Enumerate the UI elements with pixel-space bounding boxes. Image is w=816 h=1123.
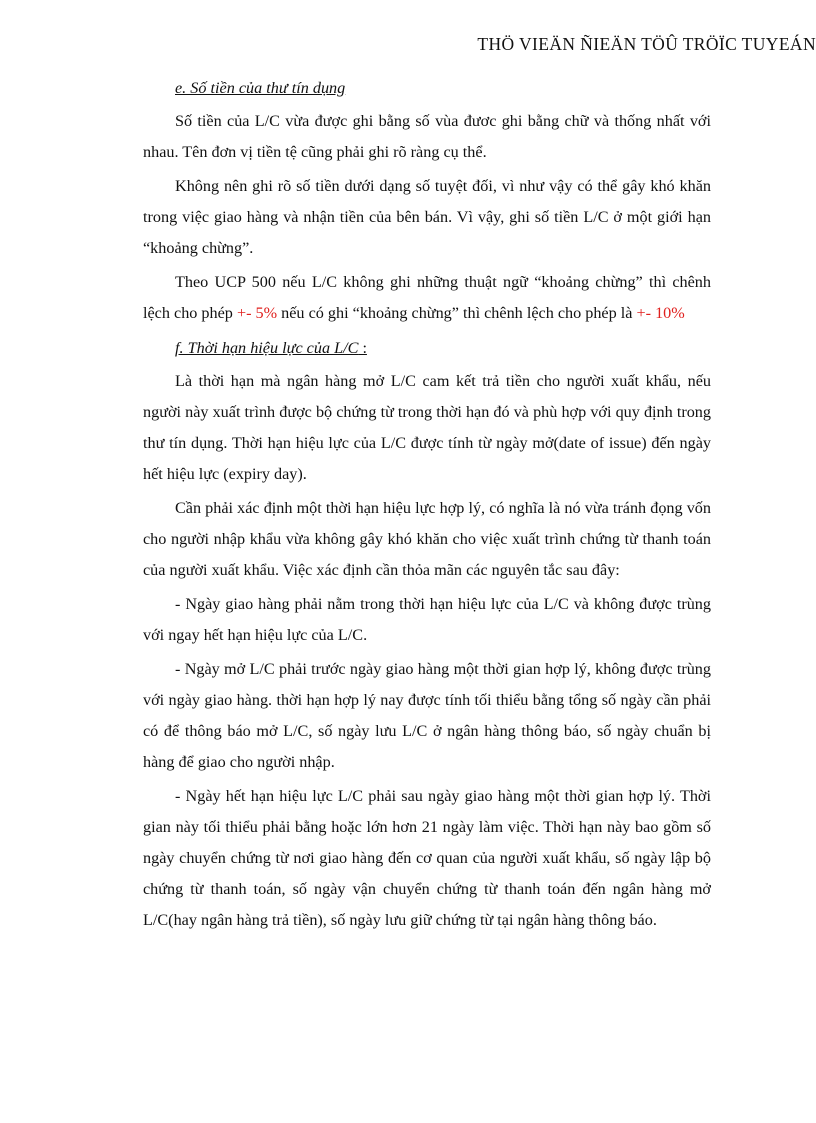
paragraph: - Ngày giao hàng phải nằm trong thời hạn hiệu lực của L/C và không được trùng với ngay hết hạn hiệu lực của L/C.: [143, 595, 711, 644]
heading-suffix: :: [358, 339, 367, 357]
paragraph-ucp: [143, 267, 711, 329]
document-body: [143, 73, 711, 936]
ucp-text-2: nếu có ghi “khoảng chừng” thì chênh lệch cho phép là: [277, 304, 637, 322]
paragraph: Là thời hạn mà ngân hàng mở L/C cam kết trả tiền cho người xuất khẩu, nếu người này xuất trình được bộ chứng từ trong thời hạn đó và phù hợp với quy định trong thư tín dụng. Thời hạn hiệu lực của L/C được tính từ ngày mở(date of issue) đến ngày hết hiệu lực (expiry day).: [143, 372, 711, 483]
section-heading-validity: [143, 333, 711, 363]
section-heading-amount: e. Số tiền của thư tín dụng: [175, 79, 346, 97]
paragraph: Không nên ghi rõ số tiền dưới dạng số tuyệt đối, vì như vậy có thể gây khó khăn trong việc giao hàng và nhận tiền của bên bán. Vì vậy, ghi số tiền L/C ở một giới hạn “khoảng chừng”.: [143, 177, 711, 257]
paragraph: - Ngày mở L/C phải trước ngày giao hàng một thời gian hợp lý, không được trùng với ngày giao hàng. thời hạn hợp lý nay được tính tối thiểu bằng tổng số ngày cần phải có để thông báo mở L/C, số ngày lưu L/C ở ngân hàng thông báo, số ngày chuẩn bị hàng để giao cho người nhập.: [143, 660, 711, 771]
tolerance-10-percent: +- 10%: [636, 304, 685, 322]
ucp-text-1: Theo UCP 500 nếu L/C không ghi những thuật ngữ “khoảng chừng” thì chênh lệch cho phép: [143, 273, 711, 322]
tolerance-5-percent: +- 5%: [236, 304, 278, 322]
page-header: THÖ VIEÄN ÑIEÄN TÖÛ TRÖÏC TUYEÁN: [477, 34, 816, 54]
heading-text: f. Thời hạn hiệu lực của L/C: [175, 339, 359, 357]
paragraph: - Ngày hết hạn hiệu lực L/C phải sau ngày giao hàng một thời gian hợp lý. Thời gian này tối thiểu phải bằng hoặc lớn hơn 21 ngày làm việc. Thời hạn này bao gồm số ngày chuyển chứng từ nơi giao hàng đến cơ quan của người xuất khẩu, số ngày lập bộ chứng từ thanh toán, số ngày vận chuyển chứng từ thanh toán đến ngân hàng mở L/C(hay ngân hàng trả tiền), số ngày lưu giữ chứng từ tại ngân hàng thông báo.: [143, 787, 711, 929]
paragraph: Số tiền của L/C vừa được ghi bằng số vùa đươc ghi bằng chữ và thống nhất với nhau. Tên đơn vị tiền tệ cũng phải ghi rõ ràng cụ thể.: [143, 112, 711, 161]
paragraph: Cần phải xác định một thời hạn hiệu lực hợp lý, có nghĩa là nó vừa tránh đọng vốn cho người nhập khẩu vừa không gây khó khăn cho việc xuất trình chứng từ thanh toán của người xuất khẩu. Việc xác định cần thỏa mãn các nguyên tắc sau đây:: [143, 499, 711, 579]
